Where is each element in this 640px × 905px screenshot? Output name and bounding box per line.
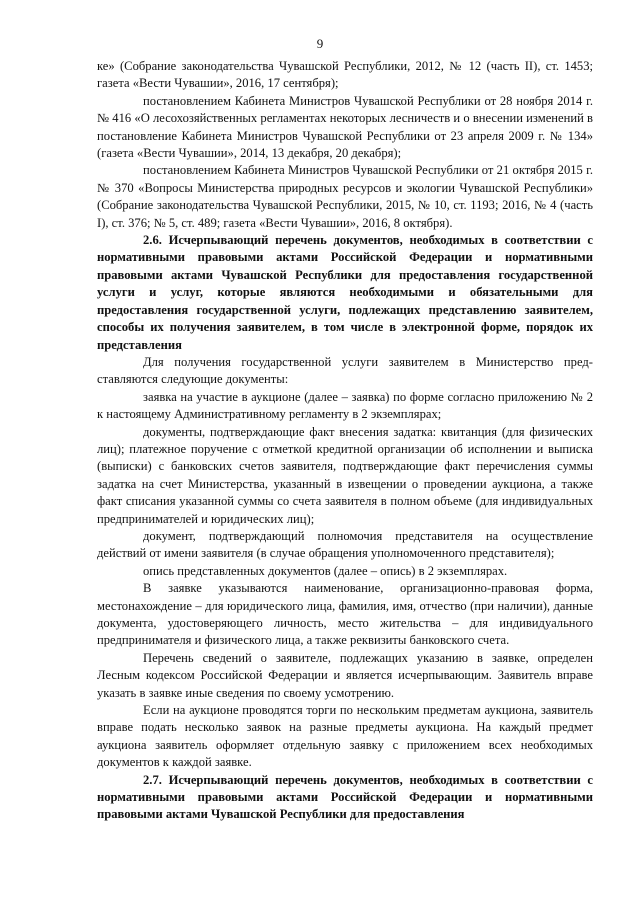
paragraph-authority-document: документ, подтверждающий полномочия представителя на осуществление действий от имени заявителя (в случае обращения уполномоченного представителя); <box>97 528 593 561</box>
paragraph-resolution-370: постановлением Кабинета Министров Чувашской Республики от 21 октября 2015 г. № 370 «Вопросы Министерства природных ресурсов и экологии Чувашской Республики» (Собрание законодательства Чувашской Республики, 2015, № 10, ст. 1193; 2016, № 4 (часть I), ст. 376; № 5, ст. 489; газета «Вести Чувашии», 2016, 8 октября). <box>97 163 593 230</box>
document-body <box>97 58 593 824</box>
paragraph-application-contents: В заявке указываются наименование, организационно-правовая форма, местонахождение – для юридического лица, фамилия, имя, отчество (при наличии), данные документа, удостоверяющего личность, место жительства – для индивидуального предпринимателя и физического лица, а также реквизиты банковского счета. <box>97 581 593 648</box>
paragraph-documents-intro: Для получения государственной услуги заявителем в Министерство представляются следующие документы: <box>97 354 593 387</box>
paragraph-inventory: опись представленных документов (далее – опись) в 2 экземплярах. <box>143 563 508 578</box>
section-heading-2-6: 2.6. Исчерпывающий перечень документов, необходимых в соответствии с нормативными правовыми актами Российской Федерации и нормативными правовыми актами Чувашской Республики для предоставления государственной услуги и услуг, которые являются необходимыми и обязательными для предоставления государственной услуги, подлежащих представлению заявителем, способы их получения заявителем, в том числе в электронной форме, порядок их представления <box>97 233 593 352</box>
paragraph-continuation: ке» (Собрание законодательства Чувашской Республики, 2012, № 12 (часть II), ст. 1453; газета «Вести Чувашии», 2016, 17 сентября); <box>97 59 593 91</box>
paragraph-resolution-416: постановлением Кабинета Министров Чувашской Республики от 28 ноября 2014 г. № 416 «О лесохозяйственных регламентах некоторых лесничеств и о внесении изменений в постановление Кабинета Министров Чувашской Республики от 23 апреля 2009 г. № 134» (газета «Вести Чувашии», 2014, 13 декабря, 20 декабря); <box>97 93 593 161</box>
paragraph-applicant-info: Перечень сведений о заявителе, подлежащих указанию в заявке, определен Лесным кодексом Российской Федерации и является исчерпывающим. Заявитель вправе указать в заявке иные сведения по своему усмотрению. <box>97 650 593 700</box>
section-heading-2-7: 2.7. Исчерпывающий перечень документов, необходимых в соответствии с нормативными правовыми актами Российской Федерации и нормативными правовыми актами Чувашской Республики для предоставления <box>97 772 593 822</box>
paragraph-multiple-lots: Если на аукционе проводятся торги по нескольким предметам аукциона, заявитель вправе подать несколько заявок на разные предметы аукциона. На каждый предмет аукциона заявитель оформляет отдельную заявку с приложением всех необходимых документов к каждой заявке. <box>97 703 593 770</box>
paragraph-deposit-documents: документы, подтверждающие факт внесения задатка: квитанция (для физических лиц); платежное поручение с отметкой кредитной организации об исполнении и выписка (выписки) с банковских счетов заявителя, подтверждающие факт перечисления суммы задатка на счет Министерства, указанный в извещении о проведении аукциона, а также факт списания указанной суммы со счета заявителя в полном объеме (для индивидуальных предпринимателей и юридических лиц); <box>97 424 593 526</box>
page-number: 9 <box>316 36 324 51</box>
paragraph-application: заявка на участие в аукционе (далее – заявка) по форме согласно приложению № 2 к настоящему Административному регламенту в 2 экземплярах; <box>97 389 593 422</box>
